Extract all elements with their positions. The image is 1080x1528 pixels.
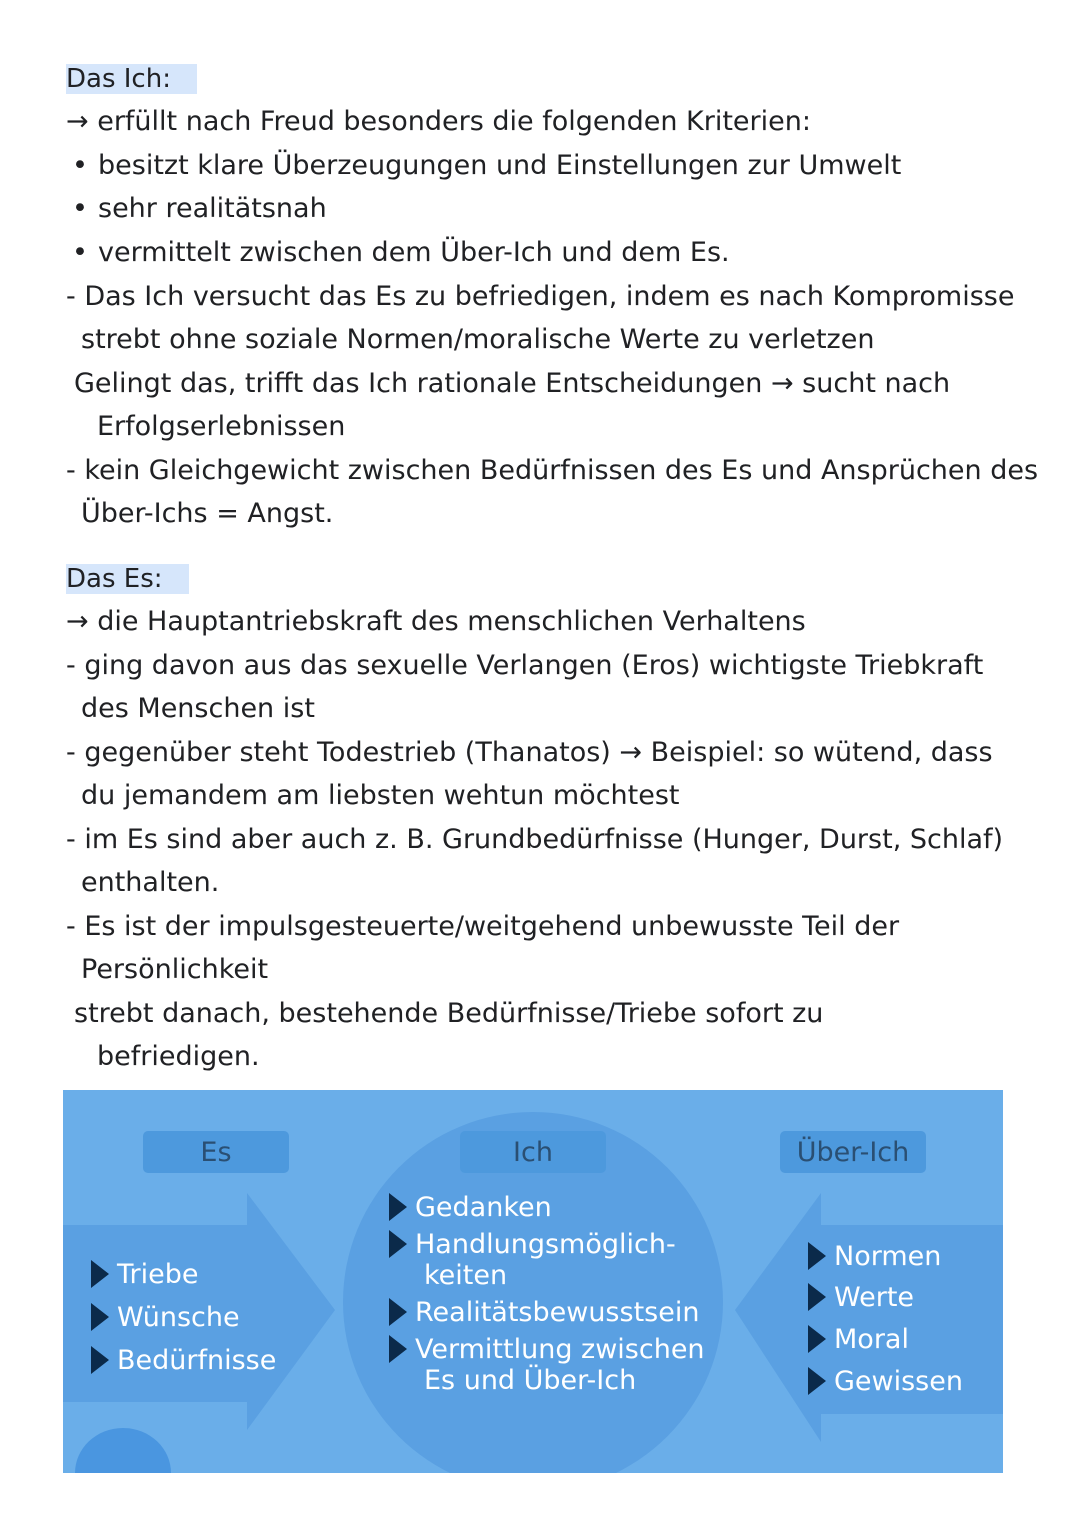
ueber-ich-item: Normen bbox=[808, 1241, 941, 1272]
ueber-ich-item: Gewissen bbox=[808, 1366, 963, 1397]
bullet-text: vermittelt zwischen dem Über-Ich und dem Es. bbox=[98, 237, 730, 268]
ich-item: Handlungsmöglich- bbox=[389, 1229, 676, 1260]
chevron-right-icon bbox=[808, 1325, 826, 1353]
text-line: Über-Ichs = Angst. bbox=[81, 498, 334, 529]
bullet-line bbox=[72, 192, 327, 226]
text-line: des Menschen ist bbox=[81, 693, 315, 724]
text-line: enthalten. bbox=[81, 867, 220, 898]
chevron-right-icon bbox=[808, 1242, 826, 1270]
chevron-right-icon bbox=[91, 1260, 109, 1288]
section-heading-es bbox=[66, 562, 189, 596]
text-line: Persönlichkeit bbox=[81, 954, 269, 985]
text-line: Erfolgserlebnissen bbox=[97, 411, 346, 442]
ich-item: Gedanken bbox=[389, 1192, 552, 1223]
ich-item: Vermittlung zwischen bbox=[389, 1334, 705, 1365]
chevron-right-icon bbox=[389, 1193, 407, 1221]
text-line: - ging davon aus das sexuelle Verlangen (Eros) wichtigste Triebkraft bbox=[66, 650, 984, 681]
text-line: - Das Ich versucht das Es zu befriedigen, indem es nach Kompromisse bbox=[66, 281, 1015, 312]
es-item: Wünsche bbox=[91, 1302, 240, 1333]
bullet-line bbox=[72, 236, 730, 270]
personality-model-diagram bbox=[63, 1090, 1003, 1473]
es-item: Triebe bbox=[91, 1259, 199, 1290]
heading-text: Das Ich: bbox=[66, 64, 197, 94]
chevron-right-icon bbox=[389, 1298, 407, 1326]
ueber-ich-arrow-shape bbox=[735, 1193, 1003, 1442]
chevron-right-icon bbox=[91, 1346, 109, 1374]
bullet-icon: • bbox=[72, 237, 88, 268]
text-line: → die Hauptantriebskraft des menschlichen Verhaltens bbox=[66, 606, 806, 637]
ueber-ich-item: Moral bbox=[808, 1324, 909, 1355]
bullet-line bbox=[72, 149, 901, 183]
ueber-ich-item: Werte bbox=[808, 1282, 914, 1313]
chevron-right-icon bbox=[808, 1283, 826, 1311]
text-line: strebt danach, bestehende Bedürfnisse/Triebe sofort zu bbox=[74, 998, 824, 1029]
chevron-right-icon bbox=[808, 1367, 826, 1395]
ueber-ich-title-pill: Über-Ich bbox=[780, 1131, 926, 1173]
section-heading-ich bbox=[66, 62, 197, 96]
text-line: befriedigen. bbox=[97, 1041, 260, 1072]
es-item: Bedürfnisse bbox=[91, 1345, 276, 1376]
bullet-text: besitzt klare Überzeugungen und Einstellungen zur Umwelt bbox=[98, 150, 902, 181]
text-line: - im Es sind aber auch z. B. Grundbedürfnisse (Hunger, Durst, Schlaf) bbox=[66, 824, 1004, 855]
chevron-right-icon bbox=[389, 1335, 407, 1363]
bullet-icon: • bbox=[72, 150, 88, 181]
text-line: → erfüllt nach Freud besonders die folgenden Kriterien: bbox=[66, 106, 811, 137]
text-line: - gegenüber steht Todestrieb (Thanatos) → Beispiel: so wütend, dass bbox=[66, 737, 993, 768]
ich-title-pill: Ich bbox=[460, 1131, 606, 1173]
text-line: strebt ohne soziale Normen/moralische Werte zu verletzen bbox=[81, 324, 875, 355]
es-title-pill: Es bbox=[143, 1131, 289, 1173]
chevron-right-icon bbox=[389, 1230, 407, 1258]
text-line: - Es ist der impulsgesteuerte/weitgehend unbewusste Teil der bbox=[66, 911, 900, 942]
bullet-text: sehr realitätsnah bbox=[98, 193, 327, 224]
text-line: - kein Gleichgewicht zwischen Bedürfnissen des Es und Ansprüchen des bbox=[66, 455, 1039, 486]
ich-item-continued: keiten bbox=[424, 1260, 508, 1291]
ich-item: Realitätsbewusstsein bbox=[389, 1297, 699, 1328]
ich-item-continued: Es und Über-Ich bbox=[424, 1365, 637, 1396]
bullet-icon: • bbox=[72, 193, 88, 224]
text-line: du jemandem am liebsten wehtun möchtest bbox=[81, 780, 680, 811]
text-line: Gelingt das, trifft das Ich rationale Entscheidungen → sucht nach bbox=[74, 368, 951, 399]
chevron-right-icon bbox=[91, 1303, 109, 1331]
decorative-blob bbox=[75, 1428, 171, 1473]
heading-text: Das Es: bbox=[66, 564, 189, 594]
